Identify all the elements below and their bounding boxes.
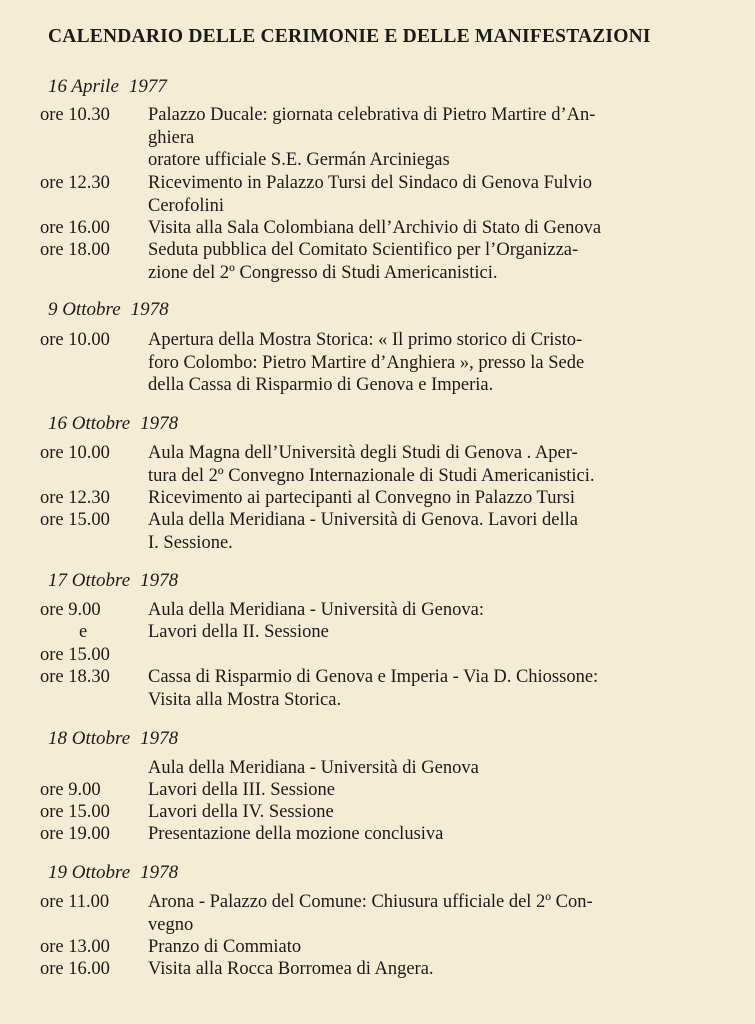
entry-text: oratore ufficiale S.E. Germán Arciniegas — [148, 150, 450, 170]
entry-time: ore 18.30 — [40, 667, 110, 687]
day-year: 1978 — [140, 862, 179, 883]
entry-time: ore 10.00 — [40, 330, 110, 350]
entry-time: ore 9.00 — [40, 780, 101, 800]
day-year: 1978 — [140, 570, 179, 591]
day-date: 19 Ottobre — [48, 862, 131, 883]
entry-time: ore 19.00 — [40, 824, 110, 844]
entry-text: I. Sessione. — [148, 532, 233, 553]
day-heading — [48, 76, 167, 98]
entry-text: Aula Magna dell’Università degli Studi di Genova . Aper- — [148, 443, 578, 463]
entry-text — [148, 644, 710, 667]
entry-text: Seduta pubblica del Comitato Scientifico per l’Organizza- — [148, 240, 579, 260]
entry-time: ore 9.00 — [40, 600, 101, 620]
entry-text: tura del 2º Convegno Internazionale di Studi Americanistici. — [148, 465, 595, 486]
entry-text: Aula della Meridiana - Università di Genova — [148, 758, 479, 778]
entry-time: ore 12.30 — [40, 488, 110, 508]
entry-time: ore 15.00 — [40, 645, 110, 665]
entry-text: Lavori della II. Sessione — [148, 622, 329, 642]
entry-text: Ricevimento in Palazzo Tursi del Sindaco di Genova Fulvio — [148, 173, 592, 193]
entry-time: ore 18.00 — [40, 240, 110, 260]
entry-text: Visita alla Mostra Storica. — [148, 689, 342, 710]
entry-text: Lavori della IV. Sessione — [148, 802, 334, 822]
day-year: 1978 — [140, 413, 179, 434]
day-date: 16 Ottobre — [48, 413, 131, 434]
entry-time: e — [79, 622, 88, 642]
entry-text: Visita alla Rocca Borromea di Angera. — [148, 959, 434, 979]
day-year: 1977 — [128, 76, 167, 97]
entry-text: Cerofolini — [148, 195, 225, 216]
entry-time: ore 16.00 — [40, 959, 110, 979]
day-heading — [48, 413, 178, 435]
page-title: CALENDARIO DELLE CERIMONIE E DELLE MANIFESTAZIONI — [48, 26, 651, 47]
day-date: 17 Ottobre — [48, 570, 131, 591]
day-heading — [48, 299, 169, 321]
entry-text: Palazzo Ducale: giornata celebrativa di Pietro Martire d’An- — [148, 105, 596, 125]
entry-text: Aula della Meridiana - Università di Genova. Lavori della — [148, 510, 578, 530]
entry-text: della Cassa di Risparmio di Genova e Imperia. — [148, 375, 494, 395]
entry-text: foro Colombo: Pietro Martire d’Anghiera », presso la Sede — [148, 352, 585, 373]
entry-text: Lavori della III. Sessione — [148, 780, 335, 800]
entry-text: vegno — [148, 914, 194, 935]
entry-text: Arona - Palazzo del Comune: Chiusura ufficiale del 2º Con- — [148, 892, 593, 912]
entry-time: ore 10.30 — [40, 105, 110, 125]
entry-time: ore 10.00 — [40, 443, 110, 463]
day-heading — [48, 728, 178, 750]
day-date: 18 Ottobre — [48, 728, 131, 749]
entry-text: Pranzo di Commiato — [148, 937, 302, 957]
day-year: 1978 — [140, 728, 179, 749]
entry-text: Visita alla Sala Colombiana dell’Archivio di Stato di Genova — [148, 218, 602, 238]
entry-text: Presentazione della mozione conclusiva — [148, 824, 444, 844]
entry-text: Aula della Meridiana - Università di Genova: — [148, 600, 484, 620]
entry-time: ore 13.00 — [40, 937, 110, 957]
entry-time: ore 15.00 — [40, 510, 110, 530]
entry-text: zione del 2º Congresso di Studi Americanistici. — [148, 262, 498, 283]
entry-text: ghiera — [148, 127, 195, 148]
entry-time: ore 15.00 — [40, 802, 110, 822]
day-heading — [48, 570, 178, 592]
entry-time: ore 12.30 — [40, 173, 110, 193]
entry-text: Apertura della Mostra Storica: « Il primo storico di Cristo- — [148, 330, 583, 350]
day-date: 16 Aprile — [48, 76, 119, 97]
entry-text: Cassa di Risparmio di Genova e Imperia - Via D. Chiossone: — [148, 667, 599, 687]
day-date: 9 Ottobre — [48, 299, 121, 320]
entry-time: ore 16.00 — [40, 218, 110, 238]
day-year: 1978 — [130, 299, 169, 320]
entry-text: Ricevimento ai partecipanti al Convegno in Palazzo Tursi — [148, 488, 575, 508]
entry-time: ore 11.00 — [40, 892, 110, 912]
day-heading — [48, 862, 178, 884]
